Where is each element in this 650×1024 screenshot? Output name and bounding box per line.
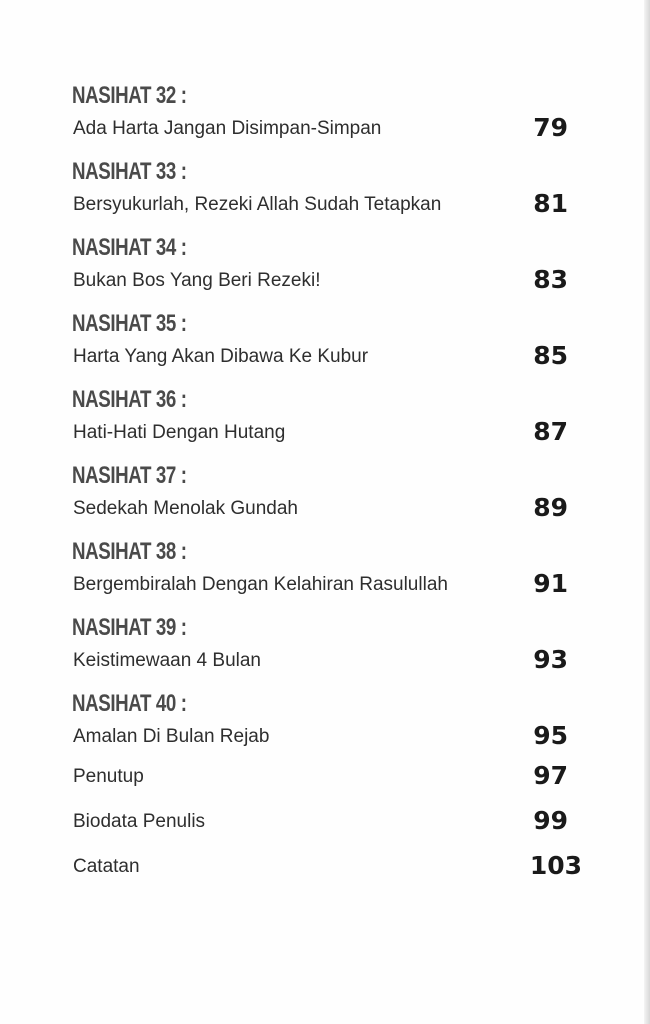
chapter-title: Amalan Di Bulan Rejab — [73, 726, 270, 747]
toc-entry-nasihat-40 — [72, 690, 582, 766]
chapter-heading: NASIHAT 32 : — [72, 82, 187, 109]
toc-entry-catatan — [72, 851, 582, 901]
section-title: Penutup — [73, 766, 144, 787]
chapter-title: Hati-Hati Dengan Hutang — [73, 422, 286, 443]
toc-entry-nasihat-38 — [72, 538, 582, 614]
page-number: 103 — [529, 851, 582, 880]
toc-entry-nasihat-33 — [72, 158, 582, 234]
chapter-title: Harta Yang Akan Dibawa Ke Kubur — [73, 346, 369, 367]
table-of-contents — [72, 82, 582, 901]
toc-entry-nasihat-35 — [72, 310, 582, 386]
chapter-title: Ada Harta Jangan Disimpan-Simpan — [73, 118, 382, 139]
chapter-title: Sedekah Menolak Gundah — [73, 498, 298, 519]
chapter-heading: NASIHAT 36 : — [72, 386, 187, 413]
chapter-title: Keistimewaan 4 Bulan — [73, 650, 261, 671]
chapter-heading: NASIHAT 34 : — [72, 234, 187, 261]
chapter-heading: NASIHAT 37 : — [72, 462, 187, 489]
page-number: 93 — [533, 645, 568, 674]
page-number: 91 — [533, 569, 568, 598]
page-number: 89 — [533, 493, 568, 522]
page-number: 99 — [533, 806, 568, 835]
toc-entry-biodata-penulis — [72, 806, 582, 856]
toc-entry-nasihat-32 — [72, 82, 582, 158]
toc-entry-nasihat-34 — [72, 234, 582, 310]
page-edge — [644, 0, 650, 1024]
chapter-heading: NASIHAT 40 : — [72, 690, 187, 717]
toc-entry-penutup — [72, 761, 582, 811]
page-number: 83 — [533, 265, 568, 294]
section-title: Biodata Penulis — [73, 811, 206, 832]
chapter-heading: NASIHAT 39 : — [72, 614, 187, 641]
page-number: 87 — [533, 417, 568, 446]
toc-entry-nasihat-37 — [72, 462, 582, 538]
chapter-title: Bukan Bos Yang Beri Rezeki! — [73, 270, 321, 291]
chapter-heading: NASIHAT 38 : — [72, 538, 187, 565]
page-number: 95 — [533, 721, 568, 750]
chapter-heading: NASIHAT 35 : — [72, 310, 187, 337]
page-number: 97 — [533, 761, 568, 790]
toc-entry-nasihat-36 — [72, 386, 582, 462]
toc-entry-nasihat-39 — [72, 614, 582, 690]
chapter-title: Bergembiralah Dengan Kelahiran Rasulullah — [73, 574, 448, 595]
chapter-title: Bersyukurlah, Rezeki Allah Sudah Tetapkan — [73, 194, 442, 215]
page-number: 85 — [533, 341, 568, 370]
page-number: 81 — [533, 189, 568, 218]
chapter-heading: NASIHAT 33 : — [72, 158, 187, 185]
section-title: Catatan — [73, 856, 140, 877]
page-number: 79 — [533, 113, 568, 142]
